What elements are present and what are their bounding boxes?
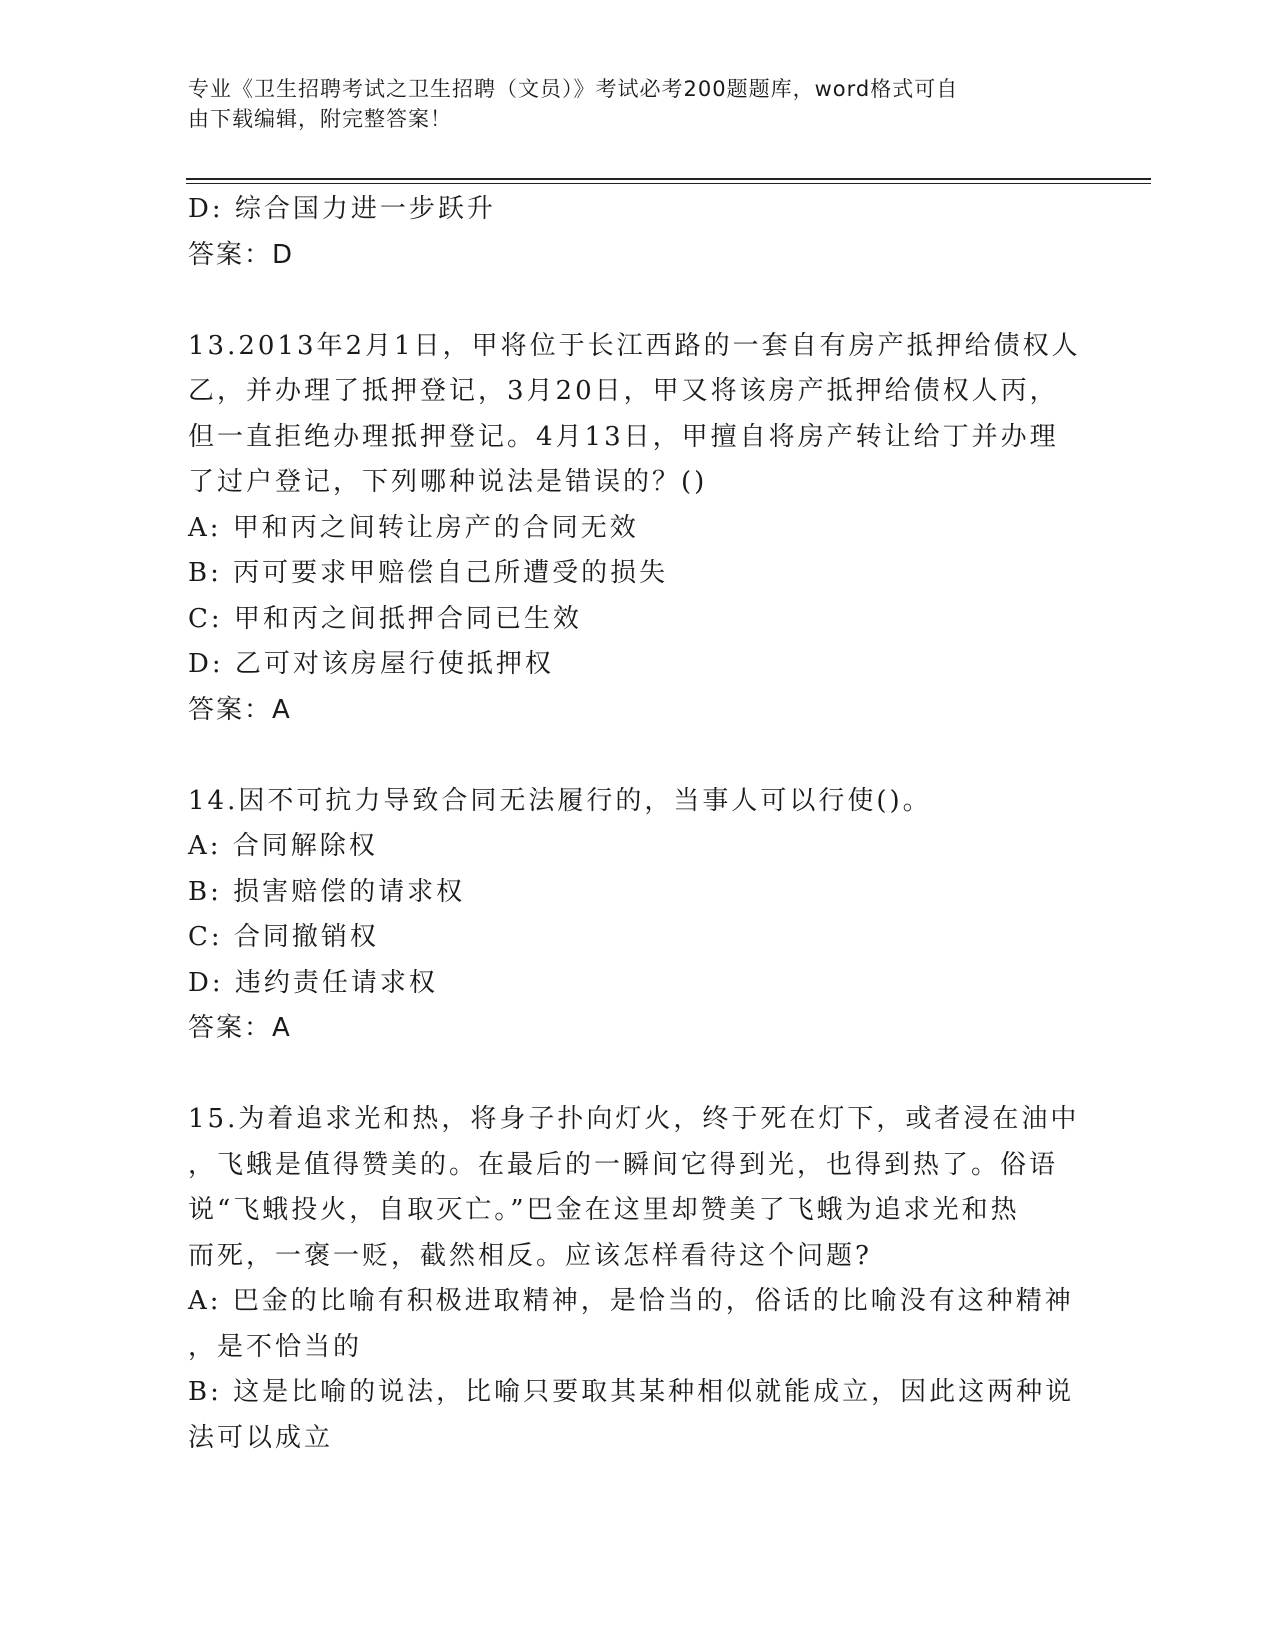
q13-stem-line-4: 了过户登记，下列哪种说法是错误的？() <box>188 467 708 497</box>
spacer <box>188 733 1088 779</box>
question-15 <box>188 1097 1088 1461</box>
header-divider-thick <box>186 178 1151 180</box>
q13-option-c: C: 甲和丙之间抵押合同已生效 <box>188 603 582 634</box>
prev-option-d: D: 综合国力进一步跃升 <box>188 194 496 224</box>
spacer <box>188 278 1088 324</box>
question-13 <box>188 324 1088 734</box>
q15-option-b-line-1: B: 这是比喻的说法，比喻只要取其某种相似就能成立，因此这两种说 <box>188 1377 1075 1407</box>
q13-option-d: D: 乙可对该房屋行使抵押权 <box>188 649 554 679</box>
q15-stem-line-4: 而死，一褒一贬，截然相反。应该怎样看待这个问题? <box>188 1240 872 1271</box>
q15-stem-line-3: 说“飞蛾投火，自取灭亡。”巴金在这里却赞美了飞蛾为追求光和热 <box>188 1195 1020 1225</box>
q14-option-c: C: 合同撤销权 <box>188 922 379 952</box>
question-14 <box>188 779 1088 1052</box>
q13-option-a: A: 甲和丙之间转让房产的合同无效 <box>188 512 639 543</box>
q14-option-d: D: 违约责任请求权 <box>188 967 438 998</box>
q13-stem-line-1: 13.2013年2月1日，甲将位于长江西路的一套自有房产抵押给债权人 <box>188 330 1081 361</box>
header-line-2: 由下载编辑，附完整答案！ <box>188 107 452 131</box>
q13-answer: 答案：A <box>188 694 292 725</box>
spacer <box>188 1052 1088 1098</box>
q14-option-a: A: 合同解除权 <box>188 831 378 861</box>
q15-option-b-line-2: 法可以成立 <box>188 1422 334 1453</box>
q15-stem-line-2: ，飞蛾是值得赞美的。在最后的一瞬间它得到光，也得到热了。俗语 <box>188 1149 1059 1180</box>
q14-answer: 答案：A <box>188 1013 292 1043</box>
prev-answer: 答案：D <box>188 239 295 270</box>
q14-option-b: B: 损害赔偿的请求权 <box>188 876 466 907</box>
header-line-1: 专业《卫生招聘考试之卫生招聘（文员）》考试必考200题题库，word格式可自 <box>188 77 959 101</box>
page-header <box>188 74 1068 134</box>
q15-option-a-line-2: ，是不恰当的 <box>188 1331 363 1362</box>
header-divider-thin <box>186 183 1151 184</box>
question-content <box>188 187 1088 1461</box>
q15-stem-line-1: 15.为着追求光和热，将身子扑向灯火，终于死在灯下，或者浸在油中 <box>188 1104 1080 1134</box>
q13-stem-line-3: 但一直拒绝办理抵押登记。4月13日，甲擅自将房产转让给丁并办理 <box>188 421 1059 452</box>
q13-option-b: B: 丙可要求甲赔偿自己所遭受的损失 <box>188 558 669 588</box>
q15-option-a-line-1: A: 巴金的比喻有积极进取精神，是恰当的，俗话的比喻没有这种精神 <box>188 1286 1074 1316</box>
q14-stem-line-1: 14.因不可抗力导致合同无法履行的，当事人可以行使()。 <box>188 785 932 816</box>
q13-stem-line-2: 乙，并办理了抵押登记，3月20日，甲又将该房产抵押给债权人丙， <box>188 376 1059 406</box>
